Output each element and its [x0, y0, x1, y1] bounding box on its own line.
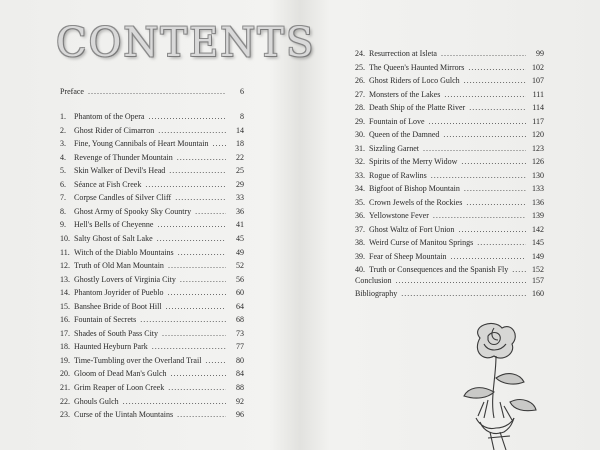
- toc-entry-title: Truth of Old Man Mountain: [74, 261, 164, 271]
- dot-leader: [140, 315, 226, 325]
- toc-entry[interactable]: [60, 329, 244, 339]
- toc-entry-number: 35.: [355, 197, 365, 207]
- toc-entry[interactable]: [355, 252, 544, 262]
- toc-entry-page: 14: [236, 125, 244, 135]
- toc-entry-title: Crown Jewels of the Rockies: [369, 197, 463, 207]
- toc-entry[interactable]: [355, 225, 544, 235]
- toc-entry-label: [355, 252, 447, 262]
- toc-entry-title: Hell's Bells of Cheyenne: [74, 220, 154, 230]
- toc-entry-label: [60, 220, 153, 230]
- dot-leader: [177, 410, 226, 420]
- dot-leader: [145, 180, 226, 190]
- toc-entry-page: 92: [236, 396, 244, 406]
- toc-entry-label: [355, 171, 427, 181]
- toc-entry-label: [355, 157, 457, 167]
- toc-entry-number: 23.: [60, 410, 70, 420]
- toc-entry-label: [60, 397, 119, 407]
- toc-entry-label: [60, 207, 191, 217]
- dot-leader: [162, 329, 226, 339]
- toc-entry[interactable]: [60, 302, 244, 312]
- toc-entry-title: Resurrection at Isleta: [369, 49, 437, 58]
- toc-entry[interactable]: [60, 410, 244, 420]
- toc-entry[interactable]: [355, 171, 544, 181]
- toc-entry-number: 1.: [60, 112, 66, 121]
- toc-entry-number: 2.: [60, 125, 66, 135]
- toc-entry[interactable]: [60, 261, 244, 271]
- toc-entry-number: 40.: [355, 265, 365, 274]
- toc-entry[interactable]: [60, 383, 244, 393]
- toc-entry-label: [60, 139, 208, 149]
- dot-leader: [451, 252, 526, 262]
- toc-entry-label: [355, 198, 462, 208]
- toc-entry-number: 12.: [60, 261, 70, 271]
- toc-entry-number: 13.: [60, 274, 70, 284]
- toc-entry-page: 157: [532, 276, 544, 285]
- toc-entry-label: [60, 342, 148, 352]
- toc-entry-label: [60, 410, 173, 420]
- toc-entry-page: 36: [236, 206, 244, 216]
- toc-entry-page: 114: [532, 103, 544, 112]
- toc-entry-page: 139: [532, 211, 544, 220]
- toc-entry-number: 19.: [60, 355, 70, 365]
- dot-leader: [466, 198, 526, 208]
- toc-entry-page: 22: [236, 152, 244, 162]
- toc-entry-title: Witch of the Diablo Mountains: [74, 247, 174, 257]
- dot-leader: [169, 166, 226, 176]
- toc-entry-number: 34.: [355, 184, 365, 193]
- dot-leader: [441, 49, 526, 59]
- toc-entry[interactable]: [60, 234, 244, 244]
- toc-entry[interactable]: [355, 90, 544, 100]
- dot-leader: [423, 144, 526, 154]
- toc-entry-number: 10.: [60, 233, 70, 243]
- toc-entry-label: [60, 369, 167, 379]
- toc-entry-number: 8.: [60, 206, 66, 216]
- toc-entry-title: Truth or Consequences and the Spanish Fly: [369, 265, 509, 274]
- toc-entry[interactable]: [355, 130, 544, 140]
- toc-entry-title: Time-Tumbling over the Overland Trail: [74, 355, 202, 365]
- toc-entry-page: 29: [236, 179, 244, 189]
- toc-entry[interactable]: [60, 139, 244, 149]
- toc-entry-title: Skin Walker of Devil's Head: [74, 166, 166, 176]
- dot-leader: [443, 130, 526, 140]
- dot-leader: [461, 157, 526, 167]
- toc-entry[interactable]: [60, 153, 244, 163]
- toc-entry-title: Death Ship of the Platte River: [369, 103, 466, 112]
- dot-leader: [168, 261, 226, 271]
- dot-leader: [195, 207, 226, 217]
- toc-entry-label: [60, 193, 171, 203]
- toc-entry-page: 126: [532, 157, 544, 166]
- toc-entry-title: Ghostly Lovers of Virginia City: [74, 274, 176, 284]
- dot-leader: [175, 193, 226, 203]
- contents-title: CONTENTS: [56, 20, 316, 66]
- toc-entry-label: [355, 117, 425, 127]
- toc-entry[interactable]: [355, 157, 544, 167]
- toc-entry-label: [60, 315, 136, 325]
- toc-entry[interactable]: [60, 166, 244, 176]
- toc-entry-page: 133: [532, 184, 544, 193]
- toc-entry-page: 73: [236, 328, 244, 338]
- toc-entry-preface[interactable]: [60, 87, 244, 97]
- toc-entry-number: 4.: [60, 152, 66, 162]
- toc-entry-label: [355, 63, 464, 73]
- toc-entry[interactable]: [60, 356, 244, 366]
- toc-entry[interactable]: [355, 144, 544, 154]
- toc-entry-page: 80: [236, 355, 244, 365]
- toc-entry-label: [60, 248, 174, 258]
- toc-entry-number: 31.: [355, 143, 365, 153]
- toc-entry[interactable]: [60, 275, 244, 285]
- toc-entry-label: [60, 234, 153, 244]
- toc-entry-title: Ghost Army of Spooky Sky Country: [74, 206, 192, 216]
- toc-entry[interactable]: [355, 198, 544, 208]
- toc-entry-page: 41: [236, 220, 244, 230]
- toc-entry[interactable]: [60, 220, 244, 230]
- toc-entry-page: 88: [236, 383, 244, 392]
- rose-in-skeleton-hand-icon: [450, 318, 542, 450]
- toc-entry-label: [355, 49, 437, 59]
- dot-leader: [205, 356, 226, 366]
- toc-entry-number: 28.: [355, 103, 365, 112]
- toc-entry-number: 22.: [60, 396, 70, 406]
- toc-entry[interactable]: [60, 193, 244, 203]
- toc-entry[interactable]: [60, 315, 244, 325]
- toc-entry-number: 26.: [355, 76, 365, 85]
- toc-entry[interactable]: [60, 342, 244, 352]
- dot-leader: [177, 153, 226, 163]
- toc-entry-label: [60, 356, 201, 366]
- toc-entry-bibliography[interactable]: [355, 289, 544, 299]
- dot-leader: [464, 184, 526, 194]
- toc-entry-label: [60, 112, 144, 122]
- toc-entry-number: 7.: [60, 193, 66, 203]
- toc-entry-label: [60, 153, 173, 163]
- toc-entry-title: Fountain of Love: [369, 116, 425, 126]
- toc-entry-number: 33.: [355, 170, 365, 180]
- toc-entry-page: 60: [236, 288, 244, 298]
- toc-entry-number: 27.: [355, 89, 365, 99]
- toc-entry-page: 111: [532, 89, 544, 99]
- dot-leader: [158, 126, 226, 136]
- toc-entry-number: 17.: [60, 328, 70, 338]
- toc-entry-page: 6: [240, 87, 244, 96]
- toc-entry-page: 8: [240, 112, 244, 121]
- toc-entry-title: The Queen's Haunted Mirrors: [369, 62, 465, 72]
- toc-entry-number: 6.: [60, 179, 66, 189]
- toc-entry-number: 30.: [355, 130, 365, 139]
- toc-entry-number: 36.: [355, 211, 365, 220]
- toc-entry-page: 96: [236, 410, 244, 420]
- toc-entry-title: Bigfoot of Bishop Mountain: [369, 184, 460, 193]
- toc-entry-number: 21.: [60, 383, 70, 392]
- toc-entry[interactable]: [60, 397, 244, 407]
- toc-entry-title: Séance at Fish Creek: [74, 179, 142, 189]
- toc-entry-label: [355, 76, 460, 86]
- toc-entry[interactable]: [60, 248, 244, 258]
- toc-entry[interactable]: [60, 112, 244, 122]
- toc-entry[interactable]: [60, 180, 244, 190]
- toc-entry-page: 160: [532, 289, 544, 298]
- dot-leader: [180, 275, 226, 285]
- toc-entry-title: Ghouls Gulch: [74, 396, 119, 406]
- toc-entry-label: Preface: [60, 87, 84, 96]
- toc-entry-number: 3.: [60, 139, 66, 149]
- toc-entry[interactable]: [60, 126, 244, 136]
- toc-entry-conclusion[interactable]: [355, 276, 544, 286]
- toc-entry-number: 25.: [355, 62, 365, 72]
- toc-entry-page: 33: [236, 193, 244, 203]
- dot-leader: [468, 63, 526, 73]
- toc-entry-number: 11.: [60, 247, 70, 257]
- toc-entry-page: 136: [532, 197, 544, 207]
- toc-entry-label: [355, 184, 460, 194]
- toc-entry[interactable]: [60, 288, 244, 298]
- toc-entry-title: Ghost Riders of Loco Gulch: [369, 76, 460, 85]
- toc-entry-label: [60, 383, 164, 393]
- toc-entry[interactable]: [355, 184, 544, 194]
- dot-leader: [477, 238, 526, 248]
- toc-entry-title: Monsters of the Lakes: [369, 89, 441, 99]
- dot-leader: [429, 117, 526, 127]
- toc-entry-title: Shades of South Pass City: [74, 328, 159, 338]
- dot-leader: [469, 103, 526, 113]
- toc-entry[interactable]: [355, 103, 544, 113]
- toc-entry-title: Curse of the Uintah Mountains: [74, 410, 174, 420]
- toc-entry-title: Fountain of Secrets: [74, 315, 137, 325]
- toc-entry-page: 99: [536, 49, 544, 58]
- toc-entry-label: [60, 302, 162, 312]
- toc-entry-number: 18.: [60, 342, 70, 352]
- toc-entry-label: [60, 166, 165, 176]
- toc-entry-page: 107: [532, 76, 544, 85]
- toc-entry-number: 38.: [355, 238, 365, 247]
- toc-entry-title: Rogue of Rawlins: [369, 170, 427, 180]
- toc-entry-label: [60, 180, 141, 190]
- toc-entry-label: [355, 211, 429, 221]
- toc-entry-page: 123: [532, 143, 544, 153]
- toc-entry-number: 32.: [355, 157, 365, 166]
- toc-entry-title: Grim Reaper of Loon Creek: [74, 383, 165, 392]
- toc-entry-title: Fine, Young Cannibals of Heart Mountain: [74, 139, 209, 149]
- dot-leader: [148, 112, 226, 122]
- toc-entry-label: [355, 90, 440, 100]
- toc-entry-label: [355, 238, 473, 248]
- toc-entry-page: 102: [532, 62, 544, 72]
- toc-entry-label: [355, 225, 454, 235]
- right-page: [300, 0, 600, 450]
- toc-entry[interactable]: [355, 49, 544, 59]
- toc-entry-title: Haunted Heyburn Park: [74, 342, 148, 352]
- toc-entry[interactable]: [355, 117, 544, 127]
- toc-entry-page: 130: [532, 170, 544, 180]
- dot-leader: [168, 383, 226, 393]
- dot-leader: [157, 220, 226, 230]
- toc-entry-title: Salty Ghost of Salt Lake: [74, 233, 153, 243]
- toc-entry[interactable]: [60, 369, 244, 379]
- toc-entry-title: Sizzling Garnet: [369, 143, 419, 153]
- toc-entry-label: [60, 329, 158, 339]
- toc-entry-page: 145: [532, 238, 544, 247]
- toc-entry-page: 142: [532, 224, 544, 234]
- toc-entry-number: 14.: [60, 288, 70, 298]
- toc-entry-page: 52: [236, 261, 244, 271]
- toc-entry-label: [60, 126, 154, 136]
- toc-entry-number: 15.: [60, 301, 70, 311]
- toc-entry-title: Spirits of the Merry Widow: [369, 157, 458, 166]
- toc-entry-page: 120: [532, 130, 544, 139]
- toc-entry-title: Weird Curse of Manitou Springs: [369, 238, 474, 247]
- toc-entry-page: 64: [236, 301, 244, 311]
- dot-leader: [123, 397, 226, 407]
- toc-entry-number: 16.: [60, 315, 70, 325]
- toc-entry-title: Gloom of Dead Man's Gulch: [74, 369, 167, 379]
- toc-entry[interactable]: [355, 76, 544, 86]
- dot-leader: [433, 211, 526, 221]
- toc-entry-page: 49: [236, 247, 244, 257]
- toc-entry[interactable]: [60, 207, 244, 217]
- dot-leader: [464, 76, 526, 86]
- toc-entry-title: Revenge of Thunder Mountain: [74, 152, 173, 162]
- toc-entry-title: Queen of the Damned: [369, 130, 440, 139]
- toc-entry-page: 45: [236, 233, 244, 243]
- toc-entry-title: Phantom of the Opera: [74, 112, 145, 121]
- dot-leader: [152, 342, 226, 352]
- toc-entry-title: Ghost Rider of Cimarron: [74, 125, 155, 135]
- toc-entry-title: Corpse Candles of Silver Cliff: [74, 193, 172, 203]
- toc-entry-page: 68: [236, 315, 244, 325]
- toc-entry-title: Fear of Sheep Mountain: [369, 251, 447, 261]
- dot-leader: [168, 288, 226, 298]
- toc-entry-title: Phantom Joyrider of Pueblo: [74, 288, 164, 298]
- toc-entry-number: 20.: [60, 369, 70, 379]
- toc-entry-label: [355, 144, 419, 154]
- toc-entry-label: [60, 288, 164, 298]
- toc-entry-label: [355, 103, 465, 113]
- toc-entry-number: 9.: [60, 220, 66, 230]
- toc-entry-page: 84: [236, 369, 244, 379]
- dot-leader: [88, 87, 226, 97]
- toc-entry[interactable]: [355, 238, 544, 248]
- toc-entry-page: 18: [236, 139, 244, 149]
- toc-entry-label: [355, 130, 439, 140]
- dot-leader: [395, 276, 526, 286]
- dot-leader: [157, 234, 226, 244]
- dot-leader: [431, 171, 526, 181]
- toc-entry-number: 39.: [355, 251, 365, 261]
- toc-entry-title: Ghost Waltz of Fort Union: [369, 224, 455, 234]
- toc-entry-number: 37.: [355, 224, 365, 234]
- toc-entry[interactable]: [355, 63, 544, 73]
- toc-entry-page: 149: [532, 251, 544, 261]
- toc-entry-number: 5.: [60, 166, 66, 176]
- dot-leader: [178, 248, 226, 258]
- toc-entry-page: 56: [236, 274, 244, 284]
- dot-leader: [401, 289, 526, 299]
- toc-entry-page: 25: [236, 166, 244, 176]
- toc-entry-number: 24.: [355, 49, 365, 58]
- toc-entry-label: Bibliography: [355, 289, 398, 298]
- dot-leader: [166, 302, 226, 312]
- toc-entry-number: 29.: [355, 116, 365, 126]
- toc-entry-page: 117: [532, 116, 544, 126]
- dot-leader: [512, 265, 526, 275]
- toc-entry-page: 152: [532, 265, 544, 274]
- toc-entry-label: Conclusion: [355, 276, 392, 285]
- dot-leader: [212, 139, 226, 149]
- toc-entry-label: [60, 275, 176, 285]
- toc-entry-label: [355, 265, 508, 275]
- toc-entry-title: Yellowstone Fever: [369, 211, 429, 220]
- dot-leader: [171, 369, 226, 379]
- toc-entry[interactable]: [355, 211, 544, 221]
- toc-entry-page: 77: [236, 342, 244, 352]
- toc-entry-label: [60, 261, 164, 271]
- toc-entry-title: Banshee Bride of Boot Hill: [74, 301, 162, 311]
- dot-leader: [458, 225, 526, 235]
- toc-entry[interactable]: [355, 265, 544, 275]
- dot-leader: [444, 90, 526, 100]
